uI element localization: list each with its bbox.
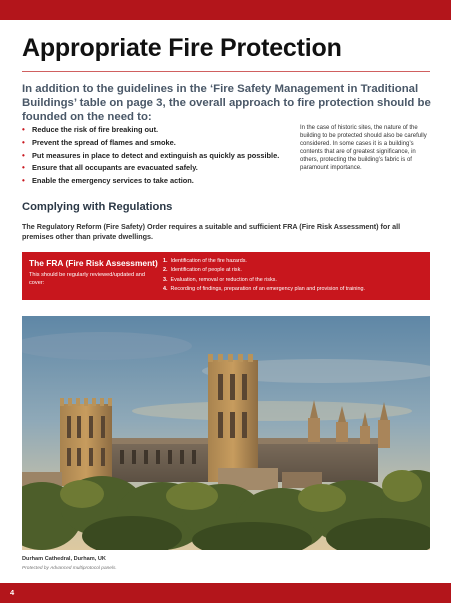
list-item: • Ensure that all occupants are evacuated safely. xyxy=(22,162,302,175)
intro-paragraph: In addition to the guidelines in the ‘Fire Safety Management in Traditional Buildings’ table on page 3, the overall approach to fire protection should be founded on the need to: xyxy=(22,83,431,123)
bullet-dot-icon: • xyxy=(22,125,25,134)
objectives-list xyxy=(22,124,302,188)
top-red-band xyxy=(0,0,451,20)
bullet-dot-icon: • xyxy=(22,137,25,147)
photo-sub-caption: Protected by Advanced multiprotocol panels. xyxy=(22,566,117,571)
bullet-dot-icon: • xyxy=(22,176,25,186)
fra-title: The FRA (Fire Risk Assessment) xyxy=(29,258,158,268)
list-item: • Put measures in place to detect and extinguish as quickly as possible. xyxy=(22,150,302,163)
regulations-heading: Complying with Regulations xyxy=(22,201,173,213)
regulations-text: The Regulatory Reform (Fire Safety) Order requires a suitable and sufficient FRA (Fire Risk Assessment) for all premises other than private dwellings. xyxy=(22,222,401,242)
footer-band xyxy=(0,583,451,603)
fra-subtitle: This should be regularly reviewed/updated and cover: xyxy=(29,272,145,286)
bullet-dot-icon: • xyxy=(22,163,25,173)
list-item: • Reduce the risk of fire breaking out. xyxy=(22,124,302,137)
list-item: 1. Identification of the fire hazards. xyxy=(163,258,247,264)
page-number: 4 xyxy=(10,588,15,597)
bullet-dot-icon: • xyxy=(22,150,25,160)
list-item: 2. Identification of people at risk. xyxy=(163,267,242,274)
title-divider xyxy=(22,71,430,72)
historic-sites-note: In the case of historic sites, the nature of the building to be protected should also be carefully considered. In some cases it is a building’s contents that are of greatest significance, in others, protecting the building’s fabric is of paramount importance. xyxy=(300,125,427,172)
list-item: 4. Recording of findings, preparation of an emergency plan and provision of training. xyxy=(163,285,365,292)
photo-caption: Durham Cathedral, Durham, UK xyxy=(22,556,106,562)
fra-items-list xyxy=(163,257,365,294)
list-item: • Enable the emergency services to take action. xyxy=(22,175,302,188)
page-title: Appropriate Fire Protection xyxy=(22,34,342,62)
list-item: • Prevent the spread of flames and smoke. xyxy=(22,137,302,150)
cathedral-photo xyxy=(22,316,430,550)
fra-callout-box xyxy=(22,252,430,300)
list-item: 3. Evaluation, removal or reduction of the risks. xyxy=(163,276,277,283)
